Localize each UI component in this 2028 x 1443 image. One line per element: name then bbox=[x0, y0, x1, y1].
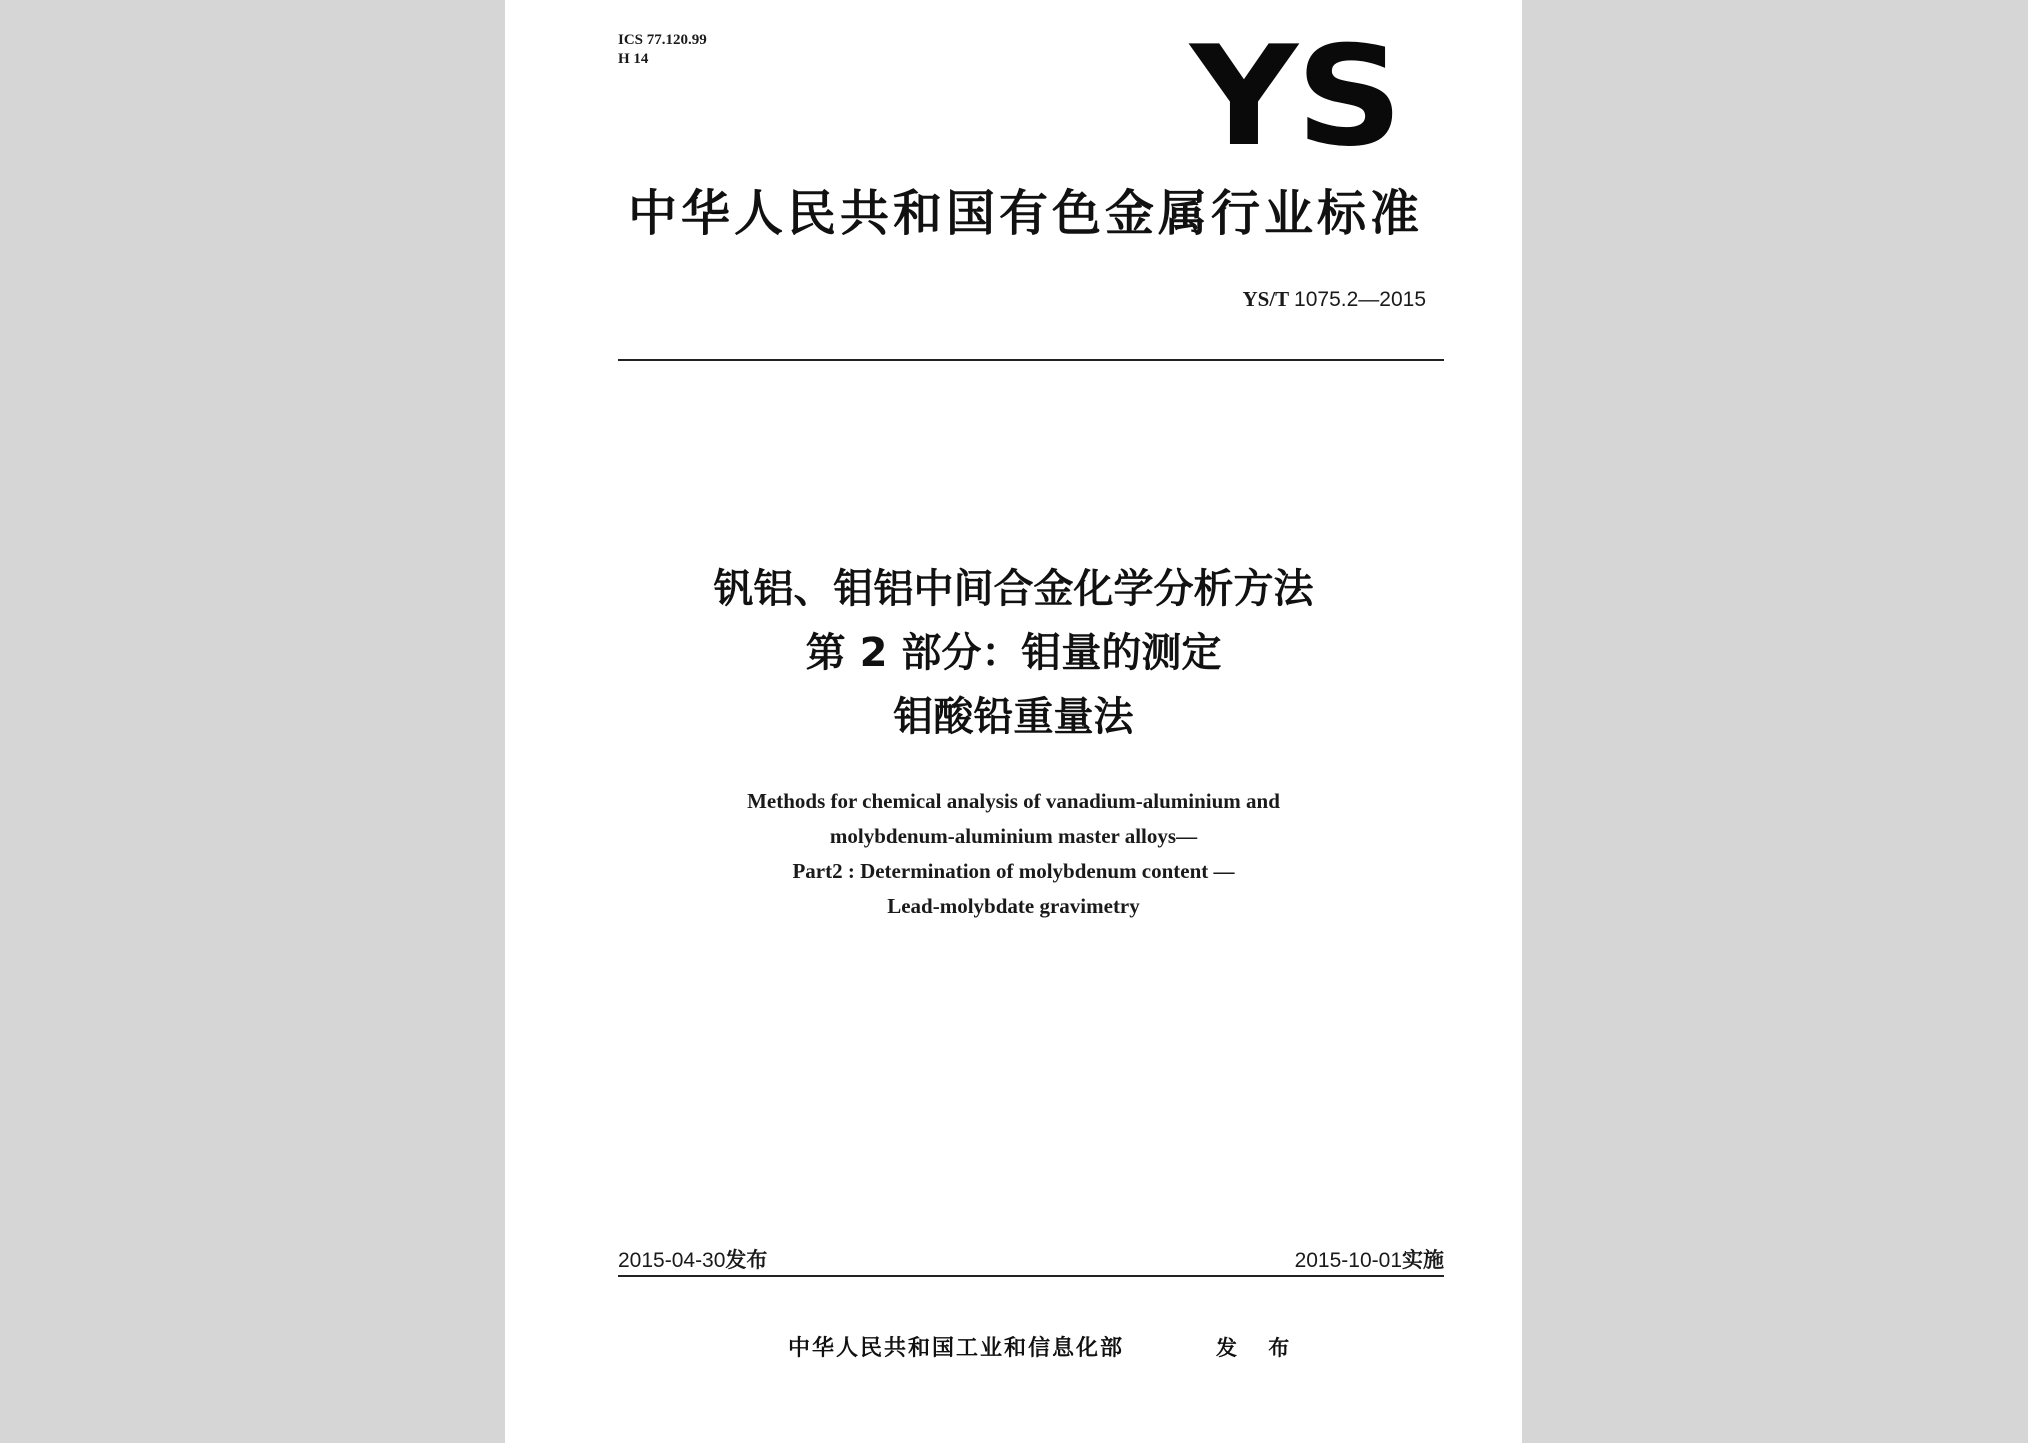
issue-date-value: 2015-04-30 bbox=[618, 1249, 726, 1272]
ics-code: ICS 77.120.99 bbox=[618, 32, 707, 48]
implementation-date bbox=[1295, 1244, 1444, 1274]
issue-date-label: 发布 bbox=[725, 1248, 768, 1272]
ccs-code: H 14 bbox=[618, 51, 649, 67]
chinese-title-line-3: 钼酸铅重量法 bbox=[893, 694, 1134, 740]
standard-number bbox=[1242, 287, 1426, 312]
implementation-date-value: 2015-10-01 bbox=[1294, 1249, 1402, 1272]
issue-date bbox=[618, 1244, 767, 1274]
english-title-line-1: Methods for chemical analysis of vanadium-aluminium and bbox=[747, 789, 1280, 813]
standard-code: 1075.2—2015 bbox=[1294, 288, 1426, 311]
top-divider bbox=[618, 359, 1444, 361]
ys-logo: YS bbox=[1190, 16, 1401, 177]
english-title-line-2: molybdenum-aluminium master alloys— bbox=[829, 824, 1198, 848]
industry-standard-title: 中华人民共和国有色金属行业标准 bbox=[628, 185, 1424, 242]
standard-prefix: YS/T bbox=[1242, 287, 1289, 311]
english-title-line-4: Lead-molybdate gravimetry bbox=[887, 894, 1140, 918]
english-title bbox=[505, 784, 1522, 924]
chinese-title bbox=[505, 557, 1522, 749]
chinese-title-line-2: 第 2 部分：钼量的测定 bbox=[805, 630, 1222, 676]
issuing-authority: 中华人民共和国工业和信息化部 bbox=[788, 1336, 1125, 1361]
classification-codes bbox=[618, 31, 707, 69]
bottom-divider bbox=[618, 1275, 1444, 1277]
document-page bbox=[505, 0, 1522, 1443]
chinese-title-line-1: 钒铝、钼铝中间合金化学分析方法 bbox=[713, 566, 1314, 612]
english-title-line-3: Part2 : Determination of molybdenum content — bbox=[792, 859, 1235, 883]
issued-label: 发 布 bbox=[1216, 1336, 1302, 1360]
implementation-date-label: 实施 bbox=[1402, 1248, 1444, 1272]
